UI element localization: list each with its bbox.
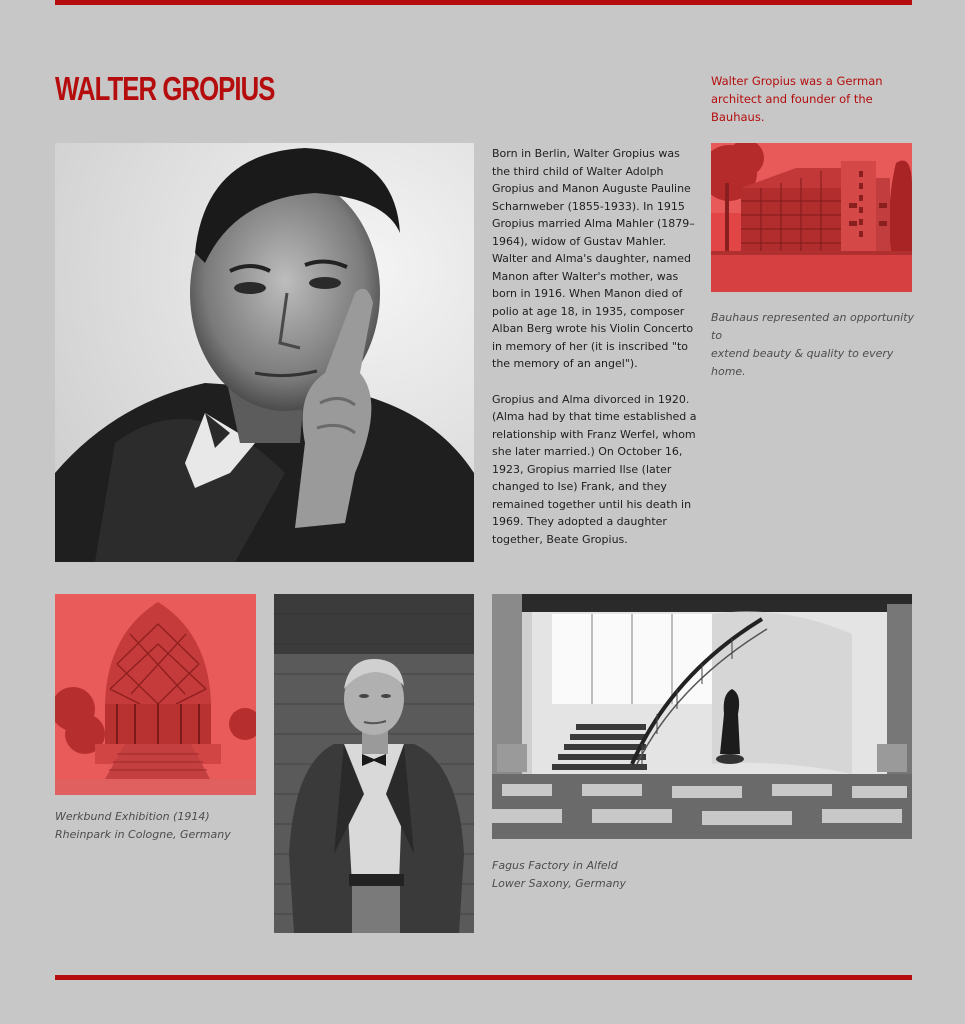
gropius-standing-image xyxy=(274,594,474,933)
portrait-image xyxy=(55,143,474,562)
werkbund-caption xyxy=(55,808,265,844)
fagus-interior-image xyxy=(492,594,912,839)
caption-line: Fagus Factory in Alfeld xyxy=(492,859,618,872)
glass-pavilion-image xyxy=(55,594,256,795)
biography-paragraph: Gropius and Alma divorced in 1920. (Alma had by that time established a relationship with Franz Werfel, whom she later married.) On October 16, 1923, Gropius married Ilse (later changed to Ise) Frank, and they remained together until his death in 1969. They adopted a daughter together, Beate Gropius. xyxy=(492,392,697,546)
caption-line: Werkbund Exhibition (1914) xyxy=(55,810,210,823)
bauhaus-image xyxy=(711,143,912,292)
fagus-caption xyxy=(492,857,702,893)
caption-line: Bauhaus represented an opportunity to xyxy=(711,311,915,342)
bauhaus-caption xyxy=(711,309,921,381)
biography-paragraph: Born in Berlin, Walter Gropius was the third child of Walter Adolph Gropius and Manon Auguste Pauline Scharnweber (1855-1933). In 1915 Gropius married Alma Mahler (1879–1964), widow of Gustav Mahler. Walter and Alma's daughter, named Manon after Walter's mother, was born in 1916. When Manon died of polio at age 18, in 1935, composer Alban Berg wrote his Violin Concerto in memory of her (it is inscribed "to the memory of an angel"). xyxy=(492,147,695,370)
caption-line: Lower Saxony, Germany xyxy=(492,877,626,890)
bottom-rule xyxy=(55,975,912,980)
biography-text xyxy=(492,145,697,566)
caption-line: Rheinpark in Cologne, Germany xyxy=(55,828,231,841)
top-rule xyxy=(55,0,912,5)
intro-text: Walter Gropius was a German architect and founder of the Bauhaus. xyxy=(711,74,883,124)
caption-line: extend beauty & quality to every home. xyxy=(711,347,894,378)
page-title: WALTER GROPIUS xyxy=(55,70,275,107)
